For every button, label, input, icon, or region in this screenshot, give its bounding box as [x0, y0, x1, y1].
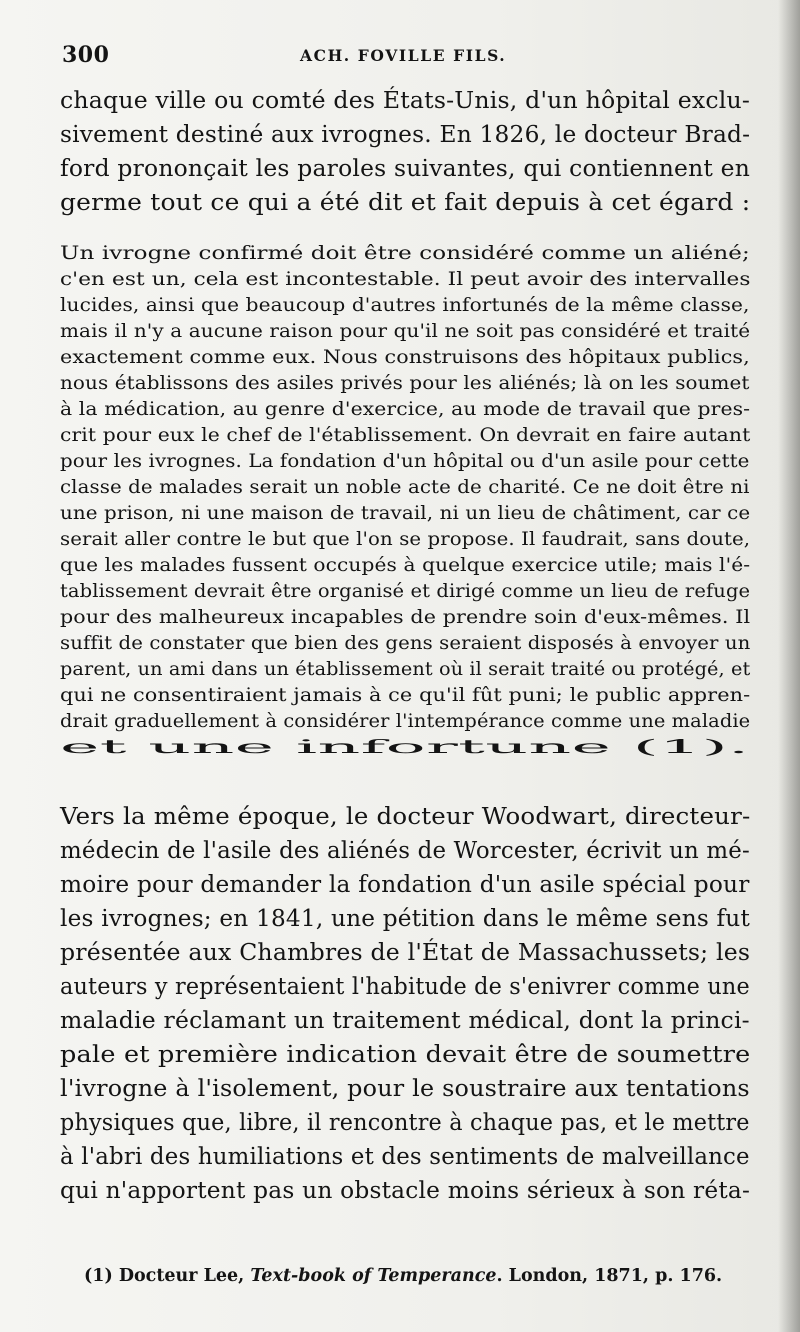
paragraph-2-line: qui n'apportent pas un obstacle moins sérieux à son réta- [60, 1176, 751, 1204]
quote-line: drait graduellement à considérer l'intempérance comme une maladie [60, 711, 751, 732]
quote-line: qui ne consentiraient jamais à ce qu'il fût puni; le public appren- [60, 685, 751, 706]
quote-line: à la médication, au genre d'exercice, au mode de travail que pres- [60, 399, 751, 420]
paragraph-2-line: Vers la même époque, le docteur Woodwart, directeur- [60, 802, 751, 830]
page-header [62, 42, 752, 76]
quote-line: nous établissons des asiles privés pour les aliénés; là on les soumet [60, 373, 750, 394]
quote-line: pour les ivrognes. La fondation d'un hôpital ou d'un asile pour cette [60, 451, 750, 472]
paragraph-2-line: à l'abri des humiliations et des sentiments de malveillance [60, 1142, 750, 1170]
quote-line: lucides, ainsi que beaucoup d'autres infortunés de la même classe, [60, 295, 750, 316]
page-number: 300 [62, 42, 110, 68]
quote-line: pour des malheureux incapables de prendre soin d'eux-mêmes. Il [60, 607, 751, 628]
paragraph-2-line: physiques que, libre, il rencontre à chaque pas, et le mettre [60, 1108, 750, 1136]
paragraph-2-line: les ivrognes; en 1841, une pétition dans le même sens fut [60, 904, 750, 932]
running-head: ACH. FOVILLE FILS. [300, 46, 507, 65]
quote-line: crit pour eux le chef de l'établissement. On devrait en faire autant [60, 425, 751, 446]
paragraph-2-line: présentée aux Chambres de l'État de Massachussets; les [60, 938, 751, 966]
quote-line: tablissement devrait être organisé et dirigé comme un lieu de refuge [60, 581, 751, 602]
footnote-marker: (1) Docteur Lee, [84, 1266, 251, 1286]
paragraph-2-line: pale et première indication devait être de soumettre [60, 1040, 751, 1068]
paragraph-1-line: germe tout ce qui a été dit et fait depuis à cet égard : [60, 188, 751, 216]
quote-line: serait aller contre le but que l'on se propose. Il faudrait, sans doute, [60, 529, 751, 550]
paragraph-1-line: ford prononçait les paroles suivantes, qui contiennent en [60, 154, 751, 182]
quote-line: classe de malades serait un noble acte de charité. Ce ne doit être ni [60, 477, 750, 498]
paragraph-2-line: l'ivrogne à l'isolement, pour le soustraire aux tentations [60, 1074, 750, 1102]
quote-line: et une infortune (1). [60, 737, 750, 758]
paragraph-1-line: chaque ville ou comté des États-Unis, d'un hôpital exclu- [60, 86, 751, 114]
quote-line: une prison, ni une maison de travail, ni un lieu de châtiment, car ce [60, 503, 751, 524]
paragraph-1-line: sivement destiné aux ivrognes. En 1826, le docteur Brad- [60, 120, 751, 148]
quote-line: que les malades fussent occupés à quelque exercice utile; mais l'é- [60, 555, 751, 576]
paragraph-2-line: moire pour demander la fondation d'un asile spécial pour [60, 870, 750, 898]
paragraph-2-line: médecin de l'asile des aliénés de Worcester, écrivit un mé- [60, 836, 750, 864]
footnote-book-title: Text-book of Temperance [250, 1266, 497, 1286]
quote-line: suffit de constater que bien des gens seraient disposés à envoyer un [60, 633, 751, 654]
quote-line: c'en est un, cela est incontestable. Il peut avoir des intervalles [60, 269, 751, 290]
page-edge-shadow [778, 0, 800, 1332]
quote-line: parent, un ami dans un établissement où il serait traité ou protégé, et [60, 659, 751, 680]
paragraph-2-line: auteurs y représentaient l'habitude de s'enivrer comme une [60, 972, 750, 1000]
footnote-citation: . London, 1871, p. 176. [496, 1266, 723, 1286]
footnote-line [84, 1264, 722, 1288]
quote-line: Un ivrogne confirmé doit être considéré comme un aliéné; [60, 243, 750, 264]
paragraph-2-line: maladie réclamant un traitement médical, dont la princi- [60, 1006, 750, 1034]
quote-line: exactement comme eux. Nous construisons des hôpitaux publics, [60, 347, 750, 368]
quote-line: mais il n'y a aucune raison pour qu'il ne soit pas considéré et traité [60, 321, 751, 342]
